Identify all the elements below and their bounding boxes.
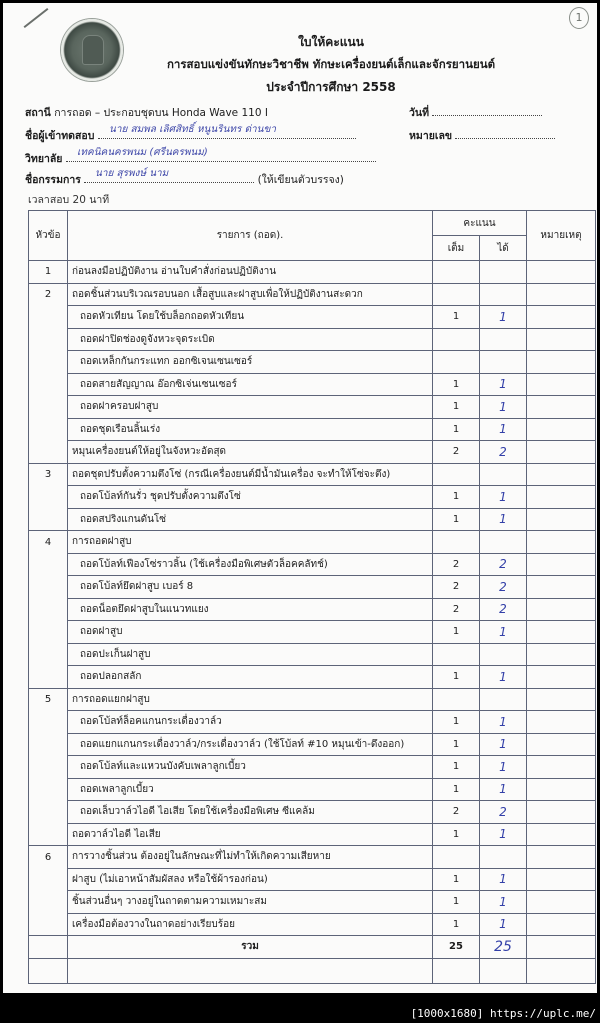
number-input-line[interactable] [455, 128, 555, 139]
table-row [29, 463, 596, 486]
topic-number-cell [29, 733, 68, 756]
table-row [29, 666, 596, 689]
item-cell: ถอดปะเก็นฝาสูบ [68, 643, 433, 666]
note-cell[interactable] [527, 553, 596, 576]
item-cell: ถอดปลอกสลัก [68, 666, 433, 689]
full-score-cell: 1 [433, 486, 480, 509]
col-got-header: ได้ [480, 236, 527, 261]
full-score-cell [433, 643, 480, 666]
candidate-name-handwritten: นาย สมพล เลิศสิทธิ์ หนูนรินทร ด่านขา [109, 124, 276, 135]
col-score-header: คะแนน [433, 211, 527, 236]
full-score-cell [433, 531, 480, 554]
note-cell[interactable] [527, 958, 596, 983]
full-score-cell: 1 [433, 868, 480, 891]
station-field [25, 104, 268, 121]
earned-score-cell[interactable] [480, 688, 527, 711]
col-full-header: เต็ม [433, 236, 480, 261]
table-row [29, 576, 596, 599]
table-row [29, 846, 596, 869]
topic-number-cell [29, 891, 68, 914]
note-cell[interactable] [527, 418, 596, 441]
table-row [29, 531, 596, 554]
earned-score-cell[interactable] [480, 261, 527, 284]
table-row [29, 801, 596, 824]
full-score-cell [433, 261, 480, 284]
number-label: หมายเลข [409, 130, 453, 142]
table-row [29, 621, 596, 644]
item-cell: ถอดเหล็กกันกระแทก ออกซิเจนเซนเซอร์ [68, 351, 433, 374]
note-cell[interactable] [527, 823, 596, 846]
table-row [29, 373, 596, 396]
total-full-score: 25 [433, 936, 480, 959]
item-cell: ถอดสายสัญญาณ อ๊อกซิเจ่นเซนเซอร์ [68, 373, 433, 396]
topic-number-cell [29, 598, 68, 621]
earned-score-cell[interactable]: 1 [480, 891, 527, 914]
table-row [29, 508, 596, 531]
earned-score-cell[interactable]: 2 [480, 801, 527, 824]
topic-number-cell [29, 666, 68, 689]
earned-score-cell[interactable] [480, 846, 527, 869]
topic-number-cell [29, 396, 68, 419]
earned-score-cell[interactable]: 1 [480, 823, 527, 846]
earned-score-cell[interactable]: 1 [480, 778, 527, 801]
full-score-cell [433, 688, 480, 711]
item-cell: ถอดเพลาลูกเบี้ยว [68, 778, 433, 801]
item-cell: ชิ้นส่วนอื่นๆ วางอยู่ในถาดตามความเหมาะสม [68, 891, 433, 914]
full-score-cell: 2 [433, 441, 480, 464]
full-score-cell: 1 [433, 418, 480, 441]
pen-mark [24, 8, 49, 28]
time-limit: เวลาสอบ 20 นาที [28, 194, 110, 206]
note-cell[interactable] [527, 531, 596, 554]
earned-score-cell[interactable] [480, 531, 527, 554]
item-cell: ถอดชิ้นส่วนบริเวณรอบนอก เสื้อสูบและฝาสูบเพื่อให้ปฏิบัติงานสะดวก [68, 283, 433, 306]
item-cell: ถอดหัวเทียน โดยใช้บล็อกถอดหัวเทียน [68, 306, 433, 329]
table-row [29, 441, 596, 464]
table-row [29, 328, 596, 351]
college-label: วิทยาลัย [25, 153, 63, 165]
table-row [29, 553, 596, 576]
earned-score-cell[interactable]: 1 [480, 868, 527, 891]
topic-number-cell [29, 643, 68, 666]
table-row [29, 868, 596, 891]
note-cell[interactable] [527, 351, 596, 374]
full-score-cell: 2 [433, 553, 480, 576]
watermark: [1000x1680] https://uplc.me/ [410, 1007, 596, 1020]
item-cell: การถอดฝาสูบ [68, 531, 433, 554]
table-row [29, 351, 596, 374]
table-row [29, 306, 596, 329]
note-cell[interactable] [527, 756, 596, 779]
full-score-cell: 1 [433, 778, 480, 801]
note-cell[interactable] [527, 688, 596, 711]
judge-name-handwritten: นาย สุรพงษ์ นาม [95, 168, 169, 179]
full-score-cell: 1 [433, 733, 480, 756]
blank-row [29, 958, 596, 983]
total-earned-score[interactable]: 25 [480, 936, 527, 959]
topic-number-cell [29, 756, 68, 779]
note-cell[interactable] [527, 261, 596, 284]
table-row [29, 688, 596, 711]
earned-score-cell[interactable] [480, 351, 527, 374]
item-cell: ถอดชุดเรือนลิ้นเร่ง [68, 418, 433, 441]
full-score-cell: 1 [433, 913, 480, 936]
item-cell: ถอดวาล์วไอดี ไอเสีย [68, 823, 433, 846]
item-cell: ฝาสูบ (ไม่เอาหน้าสัมผัสลง หรือใช้ผ้ารองก่อน) [68, 868, 433, 891]
full-score-cell: 1 [433, 396, 480, 419]
item-cell: ถอดโบ้ลท์ล็อคแกนกระเดื่องวาล์ว [68, 711, 433, 734]
date-input-line[interactable] [432, 105, 542, 116]
sheet-title: ใบให้คะแนน [298, 35, 364, 49]
item-cell: ถอดโบ้ลท์และแหวนบังคับเพลาลูกเบี้ยว [68, 756, 433, 779]
note-cell[interactable] [527, 283, 596, 306]
full-score-cell: 1 [433, 823, 480, 846]
note-cell[interactable] [527, 306, 596, 329]
topic-number-cell: 3 [29, 463, 68, 486]
earned-score-cell[interactable]: 2 [480, 598, 527, 621]
topic-number-cell [29, 868, 68, 891]
candidate-label: ชื่อผู้เข้าทดสอบ [25, 130, 95, 142]
full-score-cell [433, 958, 480, 983]
earned-score-cell[interactable]: 1 [480, 711, 527, 734]
topic-number-cell: 6 [29, 846, 68, 869]
earned-score-cell[interactable]: 1 [480, 396, 527, 419]
number-field [409, 127, 555, 144]
item-cell: ถอดสปริงแกนดันโซ่ [68, 508, 433, 531]
item-cell: ถอดฝาสูบ [68, 621, 433, 644]
note-cell[interactable] [527, 328, 596, 351]
score-table [28, 210, 596, 984]
note-cell[interactable] [527, 508, 596, 531]
station-value: การถอด – ประกอบชุดบน Honda Wave 110 I [54, 107, 268, 119]
topic-number-cell [29, 418, 68, 441]
table-row [29, 598, 596, 621]
full-score-cell: 1 [433, 756, 480, 779]
score-sheet-page [3, 3, 597, 993]
note-cell[interactable] [527, 868, 596, 891]
item-cell: ถอดเล็บวาล์วไอดี ไอเสีย โดยใช้เครื่องมือพิเศษ ซีแคล้ม [68, 801, 433, 824]
col-item-header: รายการ (ถอด). [68, 211, 433, 261]
station-label: สถานี [25, 107, 51, 119]
table-row [29, 778, 596, 801]
note-cell[interactable] [527, 441, 596, 464]
note-cell[interactable] [527, 846, 596, 869]
topic-number-cell [29, 486, 68, 509]
item-cell: ถอดโบ้ลท์เฟืองโซ่ราวลิ้น (ใช้เครื่องมือพิเศษตัวล็อคคลัทช์) [68, 553, 433, 576]
earned-score-cell[interactable]: 1 [480, 913, 527, 936]
full-score-cell: 1 [433, 508, 480, 531]
earned-score-cell[interactable] [480, 958, 527, 983]
earned-score-cell[interactable] [480, 328, 527, 351]
earned-score-cell[interactable]: 1 [480, 733, 527, 756]
note-cell[interactable] [527, 913, 596, 936]
note-cell[interactable] [527, 643, 596, 666]
academic-year: ประจำปีการศึกษา 2558 [266, 80, 396, 94]
item-cell [68, 958, 433, 983]
item-cell: ถอดชุดปรับตั้งความตึงโซ่ (กรณีเครื่องยนต์มีน้ำมันเครื่อง จะทำให้โซ่จะตึง) [68, 463, 433, 486]
total-label: รวม [68, 936, 433, 959]
total-row [29, 936, 596, 959]
table-row [29, 756, 596, 779]
score-table-body [29, 261, 596, 984]
note-cell[interactable] [527, 486, 596, 509]
full-score-cell [433, 283, 480, 306]
earned-score-cell[interactable]: 2 [480, 553, 527, 576]
full-score-cell: 2 [433, 576, 480, 599]
table-row [29, 486, 596, 509]
table-row [29, 418, 596, 441]
earned-score-cell[interactable]: 1 [480, 486, 527, 509]
full-score-cell: 1 [433, 621, 480, 644]
item-cell: ถอดฝาครอบฝาสูบ [68, 396, 433, 419]
topic-number-cell [29, 801, 68, 824]
table-row [29, 711, 596, 734]
topic-number-cell [29, 958, 68, 983]
item-cell: ก่อนลงมือปฏิบัติงาน อ่านใบคำสั่งก่อนปฏิบัติงาน [68, 261, 433, 284]
full-score-cell: 1 [433, 373, 480, 396]
full-score-cell [433, 351, 480, 374]
earned-score-cell[interactable]: 1 [480, 508, 527, 531]
note-cell[interactable] [527, 711, 596, 734]
table-row [29, 261, 596, 284]
table-row [29, 823, 596, 846]
note-cell[interactable] [527, 733, 596, 756]
earned-score-cell[interactable]: 2 [480, 441, 527, 464]
topic-number-cell [29, 306, 68, 329]
judge-note: (ให้เขียนตัวบรรจง) [257, 174, 344, 186]
item-cell: เครื่องมือต้องวางในถาดอย่างเรียบร้อย [68, 913, 433, 936]
full-score-cell [433, 328, 480, 351]
note-cell[interactable] [527, 936, 596, 959]
note-cell[interactable] [527, 891, 596, 914]
topic-number-cell: 5 [29, 688, 68, 711]
topic-number-cell [29, 823, 68, 846]
earned-score-cell[interactable] [480, 643, 527, 666]
topic-number-cell: 2 [29, 283, 68, 306]
earned-score-cell[interactable]: 1 [480, 666, 527, 689]
topic-number-cell [29, 936, 68, 959]
note-cell[interactable] [527, 778, 596, 801]
col-note-header: หมายเหตุ [527, 211, 596, 261]
full-score-cell: 2 [433, 801, 480, 824]
earned-score-cell[interactable]: 1 [480, 621, 527, 644]
topic-number-cell: 1 [29, 261, 68, 284]
note-cell[interactable] [527, 621, 596, 644]
full-score-cell: 1 [433, 306, 480, 329]
topic-number-cell [29, 711, 68, 734]
item-cell: ถอดฝาปิดช่องดูจังหวะจุดระเบิด [68, 328, 433, 351]
judge-field [25, 171, 344, 188]
earned-score-cell[interactable]: 1 [480, 418, 527, 441]
topic-number-cell [29, 553, 68, 576]
note-cell[interactable] [527, 801, 596, 824]
full-score-cell: 1 [433, 666, 480, 689]
earned-score-cell[interactable]: 2 [480, 576, 527, 599]
table-row [29, 283, 596, 306]
table-row [29, 396, 596, 419]
topic-number-cell [29, 576, 68, 599]
sheet-subtitle: การสอบแข่งขันทักษะวิชาชีพ ทักษะเครื่องยนต์เล็กและจักรยานยนต์ [166, 57, 496, 71]
earned-score-cell[interactable] [480, 283, 527, 306]
item-cell: ถอดโบ้ลท์กันรั่ว ชุดปรับตั้งความตึงโซ่ [68, 486, 433, 509]
table-row [29, 643, 596, 666]
note-cell[interactable] [527, 373, 596, 396]
topic-number-cell [29, 351, 68, 374]
note-cell[interactable] [527, 576, 596, 599]
table-row [29, 733, 596, 756]
item-cell: ถอดน็อตยึดฝาสูบในแนวทแยง [68, 598, 433, 621]
college-handwritten: เทคนิคนครพนม (ศรีนครพนม) [77, 147, 208, 158]
earned-score-cell[interactable]: 1 [480, 306, 527, 329]
table-row [29, 891, 596, 914]
item-cell: หมุนเครื่องยนต์ให้อยู่ในจังหวะอัดสุด [68, 441, 433, 464]
earned-score-cell[interactable]: 1 [480, 756, 527, 779]
full-score-cell: 1 [433, 711, 480, 734]
earned-score-cell[interactable]: 1 [480, 373, 527, 396]
note-cell[interactable] [527, 463, 596, 486]
topic-number-cell [29, 778, 68, 801]
item-cell: การถอดแยกฝาสูบ [68, 688, 433, 711]
date-label: วันที่ [409, 107, 429, 119]
note-cell[interactable] [527, 396, 596, 419]
full-score-cell: 2 [433, 598, 480, 621]
full-score-cell [433, 463, 480, 486]
earned-score-cell[interactable] [480, 463, 527, 486]
topic-number-cell [29, 621, 68, 644]
item-cell: ถอดแยกแกนกระเดื่องวาล์ว/กระเดื่องวาล์ว (ใช้โบ้ลท์ #10 หมุนเข้า-ดึงออก) [68, 733, 433, 756]
topic-number-cell [29, 373, 68, 396]
note-cell[interactable] [527, 666, 596, 689]
col-topic-header: หัวข้อ [29, 211, 68, 261]
judge-label: ชื่อกรรมการ [25, 174, 81, 186]
page-number-badge: 1 [569, 7, 589, 29]
full-score-cell: 1 [433, 891, 480, 914]
date-field [409, 104, 542, 121]
topic-number-cell [29, 508, 68, 531]
table-row [29, 913, 596, 936]
full-score-cell [433, 846, 480, 869]
item-cell: ถอดโบ้ลท์ยึดฝาสูบ เบอร์ 8 [68, 576, 433, 599]
note-cell[interactable] [527, 598, 596, 621]
topic-number-cell: 4 [29, 531, 68, 554]
item-cell: การวางชิ้นส่วน ต้องอยู่ในลักษณะที่ไม่ทำให้เกิดความเสียหาย [68, 846, 433, 869]
topic-number-cell [29, 441, 68, 464]
topic-number-cell [29, 328, 68, 351]
topic-number-cell [29, 913, 68, 936]
